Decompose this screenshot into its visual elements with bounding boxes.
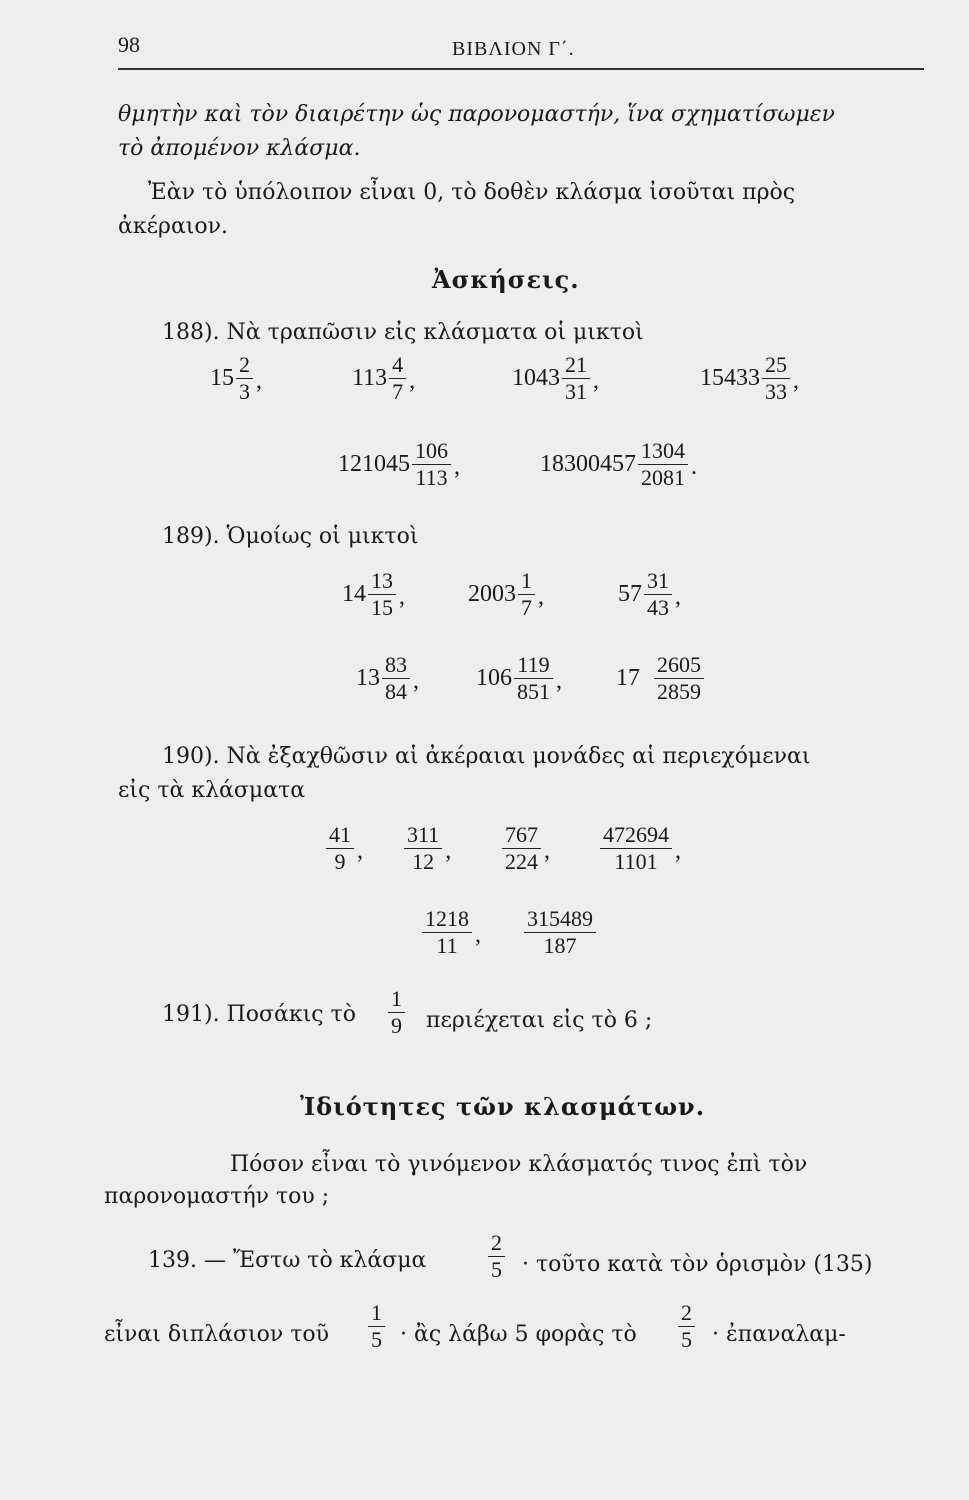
whole-part: 121045 xyxy=(338,451,410,477)
denominator: 5 xyxy=(371,1327,382,1352)
whole-part: 2003 xyxy=(468,581,516,607)
whole-part: 15 xyxy=(210,365,234,391)
separator: , xyxy=(793,368,799,394)
separator: , xyxy=(413,668,419,694)
denominator: 851 xyxy=(517,679,550,704)
fraction xyxy=(486,1230,505,1283)
numerator: 31 xyxy=(644,568,672,595)
numerator: 315489 xyxy=(524,906,596,933)
fraction xyxy=(366,1300,385,1353)
fraction xyxy=(500,822,550,875)
section-139-prefix: 139. — Ἔστω τὸ κλάσμα xyxy=(148,1248,427,1273)
section-139-middle-1: · τοῦτο κατὰ τὸν ὁρισμὸν (135) xyxy=(522,1252,873,1277)
whole-part: 18300457 xyxy=(540,451,636,477)
page-number: 98 xyxy=(118,32,140,57)
separator: , xyxy=(454,454,460,480)
separator: , xyxy=(409,368,416,394)
fraction xyxy=(676,1300,695,1353)
mixed-number xyxy=(468,568,544,621)
properties-heading: Ἰδιότητες τῶν κλασμάτων. xyxy=(300,1092,706,1121)
separator: , xyxy=(675,838,681,864)
separator: , xyxy=(357,838,363,864)
numerator: 41 xyxy=(326,822,354,849)
denominator: 33 xyxy=(765,379,787,404)
whole-part: 1043 xyxy=(512,365,560,391)
denominator: 7 xyxy=(521,595,532,620)
numerator: 4 xyxy=(389,352,406,379)
numerator: 1 xyxy=(368,1300,385,1327)
mixed-number xyxy=(352,352,415,405)
whole-part: 113 xyxy=(352,365,388,391)
exercise-188-label: 188). Νὰ τραπῶσιν εἰς κλάσματα οἱ μικτοὶ xyxy=(162,320,644,345)
section-139-middle-2: · ἂς λάβω 5 φορὰς τὸ xyxy=(400,1322,637,1347)
separator: , xyxy=(475,922,481,948)
numerator: 13 xyxy=(368,568,396,595)
denominator: 224 xyxy=(505,849,538,874)
denominator: 31 xyxy=(565,379,587,404)
mixed-number xyxy=(512,352,599,405)
numerator: 1 xyxy=(518,568,535,595)
question-line-2: παρονομαστήν του ; xyxy=(104,1184,330,1209)
denominator: 84 xyxy=(385,679,407,704)
numerator: 2605 xyxy=(654,652,704,679)
header-rule xyxy=(118,68,924,70)
whole-part: 15433 xyxy=(700,365,760,391)
numerator: 2 xyxy=(678,1300,695,1327)
mixed-number xyxy=(700,352,799,405)
denominator: 12 xyxy=(412,849,435,874)
denominator: 11 xyxy=(436,933,458,958)
exercise-190-label-line-2: εἰς τὰ κλάσματα xyxy=(118,778,306,803)
fraction xyxy=(598,822,681,875)
denominator: 113 xyxy=(415,465,448,490)
exercise-191-suffix: περιέχεται εἰς τὸ 6 ; xyxy=(426,1008,653,1033)
mixed-number xyxy=(618,568,681,621)
fraction xyxy=(324,822,363,875)
mixed-number xyxy=(476,652,562,705)
denominator: 3 xyxy=(239,379,250,404)
denominator: 2081 xyxy=(641,465,685,490)
mixed-number xyxy=(210,352,262,405)
denominator: 2859 xyxy=(657,679,701,704)
whole-part: 13 xyxy=(356,665,380,691)
denominator: 7 xyxy=(392,379,404,404)
fraction xyxy=(522,906,599,959)
section-139-line-2-prefix: εἶναι διπλάσιον τοῦ xyxy=(104,1322,330,1347)
numerator: 106 xyxy=(412,438,451,465)
denominator: 9 xyxy=(391,1013,402,1038)
separator: , xyxy=(538,584,544,610)
whole-part: 17 xyxy=(616,665,640,691)
fraction xyxy=(402,822,451,875)
intro-line-3: Ἐὰν τὸ ὑπόλοιπον εἶναι 0, τὸ δοθὲν κλάσμα ἰσοῦται πρὸς xyxy=(148,180,796,205)
fraction xyxy=(386,986,405,1039)
separator: . xyxy=(691,454,697,480)
denominator: 187 xyxy=(543,933,577,958)
separator: , xyxy=(556,668,562,694)
mixed-number xyxy=(540,438,697,491)
separator: , xyxy=(399,584,405,610)
exercise-190-label-line-1: 190). Νὰ ἐξαχθῶσιν αἱ ἀκέραιαι μονάδες αἱ περιεχόμεναι xyxy=(162,744,811,769)
whole-part: 57 xyxy=(618,581,642,607)
mixed-number xyxy=(356,652,419,705)
mixed-number xyxy=(338,438,460,491)
exercise-189-label: 189). Ὁμοίως οἱ μικτοὶ xyxy=(162,524,419,549)
mixed-number xyxy=(342,568,405,621)
denominator: 5 xyxy=(491,1257,502,1282)
exercises-heading: Ἀσκήσεις. xyxy=(432,265,580,294)
mixed-number xyxy=(616,652,707,705)
intro-line-1: θμητὴν καὶ τὸν διαιρέτην ὡς παρονομαστήν, ἵνα σχηματίσωμεν xyxy=(118,102,835,127)
separator: , xyxy=(593,368,599,394)
exercise-191-prefix: 191). Ποσάκις τὸ xyxy=(162,1002,356,1027)
numerator: 311 xyxy=(404,822,442,849)
intro-line-4: ἀκέραιον. xyxy=(118,214,229,239)
numerator: 767 xyxy=(502,822,541,849)
numerator: 25 xyxy=(762,352,790,379)
denominator: 5 xyxy=(681,1327,692,1352)
numerator: 83 xyxy=(382,652,410,679)
fraction xyxy=(420,906,481,959)
numerator: 1 xyxy=(388,986,405,1013)
section-139-end: · ἐπαναλαμ- xyxy=(712,1322,846,1347)
numerator: 1218 xyxy=(422,906,472,933)
denominator: 43 xyxy=(647,595,669,620)
separator: , xyxy=(256,368,262,394)
running-title: ΒΙΒΛΙΟΝ Γ΄. xyxy=(452,38,575,60)
denominator: 9 xyxy=(334,849,346,874)
whole-part: 14 xyxy=(342,581,366,607)
numerator: 119 xyxy=(514,652,552,679)
numerator: 2 xyxy=(236,352,253,379)
numerator: 21 xyxy=(562,352,590,379)
denominator: 1101 xyxy=(614,849,658,874)
question-line-1: Πόσον εἶναι τὸ γινόμενον κλάσματός τινος ἐπὶ τὸν xyxy=(230,1152,808,1177)
separator: , xyxy=(544,838,550,864)
intro-line-2: τὸ ἀπομένον κλάσμα. xyxy=(118,136,361,161)
separator: , xyxy=(675,584,681,610)
numerator: 472694 xyxy=(600,822,672,849)
separator: , xyxy=(445,838,452,864)
whole-part: 106 xyxy=(476,665,512,691)
numerator: 1304 xyxy=(638,438,688,465)
denominator: 15 xyxy=(371,595,393,620)
numerator: 2 xyxy=(488,1230,505,1257)
